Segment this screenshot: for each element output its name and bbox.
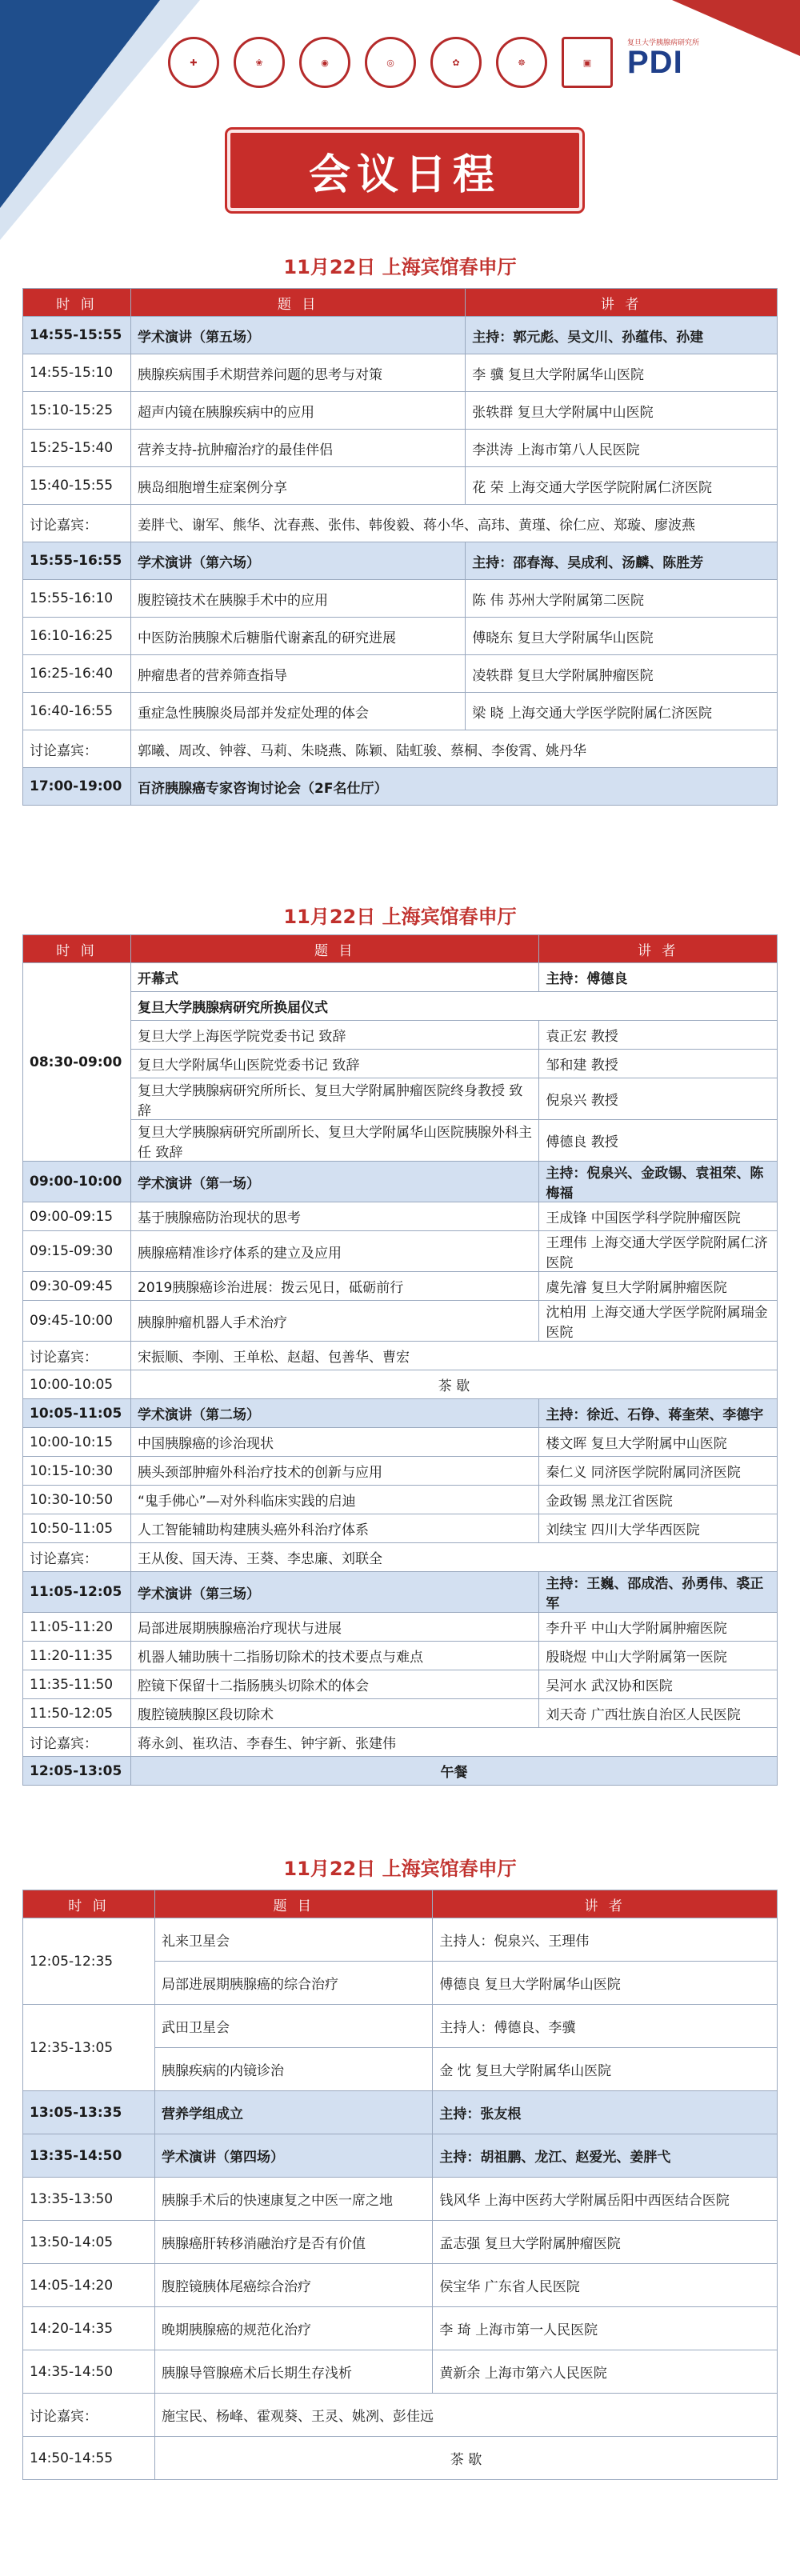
row-topic: 学术演讲（第六场） [131,542,466,580]
row-topic: 郭曦、周改、钟蓉、马莉、朱晓燕、陈颖、陆虹骏、蔡桐、李俊霄、姚丹华 [131,730,778,768]
row-time: 讨论嘉宾： [23,1728,131,1757]
row-time: 14:20-14:35 [23,2307,155,2350]
row-topic: 胰腺疾病围手术期营养问题的思考与对策 [131,354,466,392]
row-time: 10:00-10:15 [23,1428,131,1457]
row-speaker: 虞先濬 复旦大学附属肿瘤医院 [539,1272,778,1301]
row-topic: 胰头颈部肿瘤外科治疗技术的创新与应用 [131,1457,539,1486]
schedule-row [23,2307,778,2350]
opening-speaker: 傅德良 教授 [539,1120,778,1162]
row-speaker: 侯宝华 广东省人民医院 [433,2264,778,2307]
row-speaker: 主持：郭元彪、吴文川、孙蕴伟、孙建 [466,317,778,354]
row-topic: 重症急性胰腺炎局部并发症处理的体会 [131,693,466,730]
schedule-row [23,1642,778,1670]
row-speaker: 李升平 中山大学附属肿瘤医院 [539,1613,778,1642]
row-speaker: 主持：张友根 [433,2091,778,2134]
row-topic: 腹腔镜技术在胰腺手术中的应用 [131,580,466,618]
row-time: 讨论嘉宾： [23,2394,155,2437]
row-topic: 学术演讲（第五场） [131,317,466,354]
row-time: 13:50-14:05 [23,2221,155,2264]
schedule-row [23,1613,778,1642]
pdi-logo [627,38,700,81]
row-topic: 机器人辅助胰十二指肠切除术的技术要点与难点 [131,1642,539,1670]
schedule-row [23,1572,778,1613]
row-topic: 学术演讲（第三场） [131,1572,539,1613]
row-speaker: 王理伟 上海交通大学医学院附属仁济医院 [539,1231,778,1272]
session3-title: 11月22日 上海宾馆春申厅 [283,1858,517,1880]
schedule-row [23,1370,778,1399]
sponsor-logo-2: ❀ [234,37,285,88]
row-topic: 胰腺癌肝转移消融治疗是否有价值 [155,2221,433,2264]
row-topic: 腔镜下保留十二指肠胰头切除术的体会 [131,1670,539,1699]
row-time: 12:35-13:05 [23,2005,155,2091]
row-topic: 学术演讲（第一场） [131,1162,539,1202]
row-time: 16:40-16:55 [23,693,131,730]
row-time: 14:35-14:50 [23,2350,155,2394]
row-topic: 2019胰腺癌诊治进展：拨云见日，砥砺前行 [131,1272,539,1301]
row-topic: 人工智能辅助构建胰头癌外科治疗体系 [131,1514,539,1543]
row-time: 16:25-16:40 [23,655,131,693]
row-time: 讨论嘉宾： [23,1543,131,1572]
header-topic: 题 目 [131,935,539,963]
row-topic: 晚期胰腺癌的规范化治疗 [155,2307,433,2350]
schedule-row [23,1543,778,1572]
sponsor-logo-4: ◎ [365,37,416,88]
row-topic: 宋振顺、李刚、王单松、赵超、包善华、曹宏 [131,1342,778,1370]
row-speaker: 刘天奇 广西壮族自治区人民医院 [539,1699,778,1728]
row-time: 15:10-15:25 [23,392,131,430]
row-time: 16:10-16:25 [23,618,131,655]
row-time: 11:35-11:50 [23,1670,131,1699]
row-speaker: 金政锡 黑龙江省医院 [539,1486,778,1514]
row-time: 11:05-12:05 [23,1572,131,1613]
header-time: 时 间 [23,1890,155,1918]
row-time: 10:15-10:30 [23,1457,131,1486]
session1-title: 11月22日 上海宾馆春申厅 [283,256,517,278]
schedule-row [23,618,778,655]
row-speaker: 主持人：傅德良、李骥 [433,2005,778,2048]
row-speaker: 张轶群 复旦大学附属中山医院 [466,392,778,430]
row-speaker: 傅晓东 复旦大学附属华山医院 [466,618,778,655]
header-time: 时 间 [23,289,131,317]
row-topic: 营养支持-抗肿瘤治疗的最佳伴侣 [131,430,466,467]
schedule-row [23,2350,778,2394]
opening-row [23,1120,778,1162]
opening-topic: 复旦大学上海医学院党委书记 致辞 [131,1021,539,1050]
opening-speaker: 倪泉兴 教授 [539,1078,778,1120]
schedule-row [23,1399,778,1428]
row-speaker: 殷晓煜 中山大学附属第一医院 [539,1642,778,1670]
row-topic: 基于胰腺癌防治现状的思考 [131,1202,539,1231]
row-time: 13:35-13:50 [23,2178,155,2221]
session1-table [22,288,778,806]
row-time: 10:50-11:05 [23,1514,131,1543]
sponsor-logo-7: ▣ [562,37,613,88]
schedule-row [23,1514,778,1543]
schedule-row [23,1272,778,1301]
opening-speaker: 袁正宏 教授 [539,1021,778,1050]
row-topic: 营养学组成立 [155,2091,433,2134]
row-speaker: 秦仁义 同济医学院附属同济医院 [539,1457,778,1486]
row-time: 12:05-12:35 [23,1918,155,2005]
row-topic: 礼来卫星会 [155,1918,433,1962]
row-topic: 胰腺手术后的快速康复之中医一席之地 [155,2178,433,2221]
session2-table [22,934,778,1786]
row-speaker: 黄新余 上海市第六人民医院 [433,2350,778,2394]
schedule-row [23,1231,778,1272]
schedule-row [23,1162,778,1202]
row-topic: 午餐 [131,1757,778,1786]
opening-topic: 复旦大学胰腺病研究所副所长、复旦大学附属华山医院胰腺外科主任 致辞 [131,1120,539,1162]
opening-row [23,963,778,992]
schedule-row [23,2221,778,2264]
row-speaker: 吴河水 武汉协和医院 [539,1670,778,1699]
row-time: 15:25-15:40 [23,430,131,467]
logo-row [168,30,768,94]
schedule-row [23,1428,778,1457]
sponsor-logo-3: ◉ [299,37,350,88]
schedule-row [23,693,778,730]
row-time: 讨论嘉宾： [23,505,131,542]
pdi-logo-text: PDI [627,44,683,80]
row-speaker: 梁 晓 上海交通大学医学院附属仁济医院 [466,693,778,730]
schedule-row [23,354,778,392]
schedule-row [23,542,778,580]
row-topic: 腹腔镜胰体尾癌综合治疗 [155,2264,433,2307]
row-topic: 胰岛细胞增生症案例分享 [131,467,466,505]
row-topic: 王从俊、国天涛、王葵、李忠廉、刘联全 [131,1543,778,1572]
row-speaker: 李 琦 上海市第一人民医院 [433,2307,778,2350]
schedule-row [23,317,778,354]
row-speaker: 楼文晖 复旦大学附属中山医院 [539,1428,778,1457]
schedule-row [23,1457,778,1486]
pdi-logo-caption: 复旦大学胰腺病研究所 [627,38,700,46]
row-speaker: 刘续宝 四川大学华西医院 [539,1514,778,1543]
row-topic: 胰腺肿瘤机器人手术治疗 [131,1301,539,1342]
header-topic: 题 目 [155,1890,433,1918]
sponsor-logo-1: ✚ [168,37,219,88]
row-time: 14:55-15:55 [23,317,131,354]
row-speaker: 主持：倪泉兴、金政锡、袁祖荣、陈梅福 [539,1162,778,1202]
row-topic: 中医防治胰腺术后糖脂代谢紊乱的研究进展 [131,618,466,655]
schedule-row [23,467,778,505]
schedule-row [23,2264,778,2307]
opening-row [23,992,778,1021]
row-speaker: 凌轶群 复旦大学附属肿瘤医院 [466,655,778,693]
header-time: 时 间 [23,935,131,963]
schedule-row [23,1486,778,1514]
row-time: 09:15-09:30 [23,1231,131,1272]
opening-row [23,1078,778,1120]
row-speaker: 主持：邵春海、吴成利、汤麟、陈胜芳 [466,542,778,580]
schedule-row [23,655,778,693]
row-topic: 超声内镜在胰腺疾病中的应用 [131,392,466,430]
row-topic: 武田卫星会 [155,2005,433,2048]
row-time: 09:45-10:00 [23,1301,131,1342]
opening-row [23,1050,778,1078]
row-topic: 肿瘤患者的营养筛查指导 [131,655,466,693]
row-topic: 胰腺疾病的内镜诊治 [155,2048,433,2091]
schedule-row [23,1699,778,1728]
sponsor-logo-5: ✿ [430,37,482,88]
row-time: 09:30-09:45 [23,1272,131,1301]
row-time: 09:00-09:15 [23,1202,131,1231]
row-time: 11:50-12:05 [23,1699,131,1728]
schedule-row [23,2134,778,2178]
row-topic: 局部进展期胰腺癌的综合治疗 [155,1962,433,2005]
session3-table [22,1890,778,2480]
row-speaker: 钱风华 上海中医药大学附属岳阳中西医结合医院 [433,2178,778,2221]
opening-topic: 开幕式 [131,963,539,992]
schedule-row [23,392,778,430]
row-speaker: 主持：徐近、石铮、蒋奎荣、李德宇 [539,1399,778,1428]
row-speaker: 傅德良 复旦大学附属华山医院 [433,1962,778,2005]
row-time: 14:55-15:10 [23,354,131,392]
row-topic: 姜胖弋、谢军、熊华、沈春燕、张伟、韩俊毅、蒋小华、高玮、黄瑾、徐仁应、郑璇、廖波燕 [131,505,778,542]
schedule-row [23,1301,778,1342]
header-speaker: 讲 者 [539,935,778,963]
row-time: 17:00-19:00 [23,768,131,806]
schedule-row [23,730,778,768]
row-topic: 学术演讲（第二场） [131,1399,539,1428]
schedule-row [23,1728,778,1757]
row-time: 讨论嘉宾： [23,730,131,768]
schedule-row [23,1918,778,1962]
row-topic: “鬼手佛心”—对外科临床实践的启迪 [131,1486,539,1514]
opening-time: 08:30-09:00 [23,963,131,1162]
row-time: 10:00-10:05 [23,1370,131,1399]
row-topic: 学术演讲（第四场） [155,2134,433,2178]
row-time: 讨论嘉宾： [23,1342,131,1370]
row-time: 12:05-13:05 [23,1757,131,1786]
row-time: 15:55-16:55 [23,542,131,580]
row-topic: 局部进展期胰腺癌治疗现状与进展 [131,1613,539,1642]
row-time: 14:05-14:20 [23,2264,155,2307]
schedule-row [23,768,778,806]
row-time: 09:00-10:00 [23,1162,131,1202]
schedule-row [23,2091,778,2134]
row-time: 15:40-15:55 [23,467,131,505]
schedule-row [23,2437,778,2480]
row-time: 15:55-16:10 [23,580,131,618]
schedule-row [23,1757,778,1786]
row-speaker: 王成锋 中国医学科学院肿瘤医院 [539,1202,778,1231]
opening-topic: 复旦大学附属华山医院党委书记 致辞 [131,1050,539,1078]
opening-row [23,1021,778,1050]
row-topic: 茶 歇 [155,2437,778,2480]
background-decoration-blue [0,0,160,208]
schedule-row [23,2178,778,2221]
row-topic: 中国胰腺癌的诊治现状 [131,1428,539,1457]
row-time: 14:50-14:55 [23,2437,155,2480]
schedule-row [23,1342,778,1370]
header-topic: 题 目 [131,289,466,317]
schedule-row [23,580,778,618]
row-time: 11:05-11:20 [23,1613,131,1642]
schedule-row [23,1670,778,1699]
row-speaker: 主持：胡祖鹏、龙江、赵爱光、姜胖弋 [433,2134,778,2178]
schedule-row [23,2394,778,2437]
row-speaker: 陈 伟 苏州大学附属第二医院 [466,580,778,618]
row-topic: 胰腺导管腺癌术后长期生存浅析 [155,2350,433,2394]
row-speaker: 沈柏用 上海交通大学医学院附属瑞金医院 [539,1301,778,1342]
row-topic: 施宝民、杨峰、霍观葵、王灵、姚冽、彭佳远 [155,2394,778,2437]
row-topic: 胰腺癌精准诊疗体系的建立及应用 [131,1231,539,1272]
schedule-row [23,1202,778,1231]
row-time: 10:30-10:50 [23,1486,131,1514]
schedule-row [23,430,778,467]
row-speaker: 主持人：倪泉兴、王理伟 [433,1918,778,1962]
page-title-banner: 会议日程 [227,130,582,211]
header-speaker: 讲 者 [466,289,778,317]
opening-topic: 复旦大学胰腺病研究所所长、复旦大学附属肿瘤医院终身教授 致辞 [131,1078,539,1120]
row-speaker: 李洪涛 上海市第八人民医院 [466,430,778,467]
opening-speaker: 主持：傅德良 [539,963,778,992]
row-speaker: 花 荣 上海交通大学医学院附属仁济医院 [466,467,778,505]
schedule-row [23,505,778,542]
schedule-row [23,2005,778,2048]
row-topic: 茶 歇 [131,1370,778,1399]
row-time: 11:20-11:35 [23,1642,131,1670]
row-time: 13:05-13:35 [23,2091,155,2134]
row-speaker: 李 骥 复旦大学附属华山医院 [466,354,778,392]
session2-title: 11月22日 上海宾馆春申厅 [283,906,517,928]
row-speaker: 主持：王巍、邵成浩、孙勇伟、裘正军 [539,1572,778,1613]
opening-topic: 复旦大学胰腺病研究所换届仪式 [131,992,778,1021]
sponsor-logo-6: ☸ [496,37,547,88]
row-time: 13:35-14:50 [23,2134,155,2178]
header-speaker: 讲 者 [433,1890,778,1918]
row-speaker: 金 忱 复旦大学附属华山医院 [433,2048,778,2091]
row-time: 10:05-11:05 [23,1399,131,1428]
row-topic: 百济胰腺癌专家咨询讨论会（2F名仕厅） [131,768,778,806]
opening-speaker: 邹和建 教授 [539,1050,778,1078]
row-speaker: 孟志强 复旦大学附属肿瘤医院 [433,2221,778,2264]
row-topic: 腹腔镜胰腺区段切除术 [131,1699,539,1728]
row-topic: 蒋永剑、崔玖洁、李春生、钟宇新、张建伟 [131,1728,778,1757]
